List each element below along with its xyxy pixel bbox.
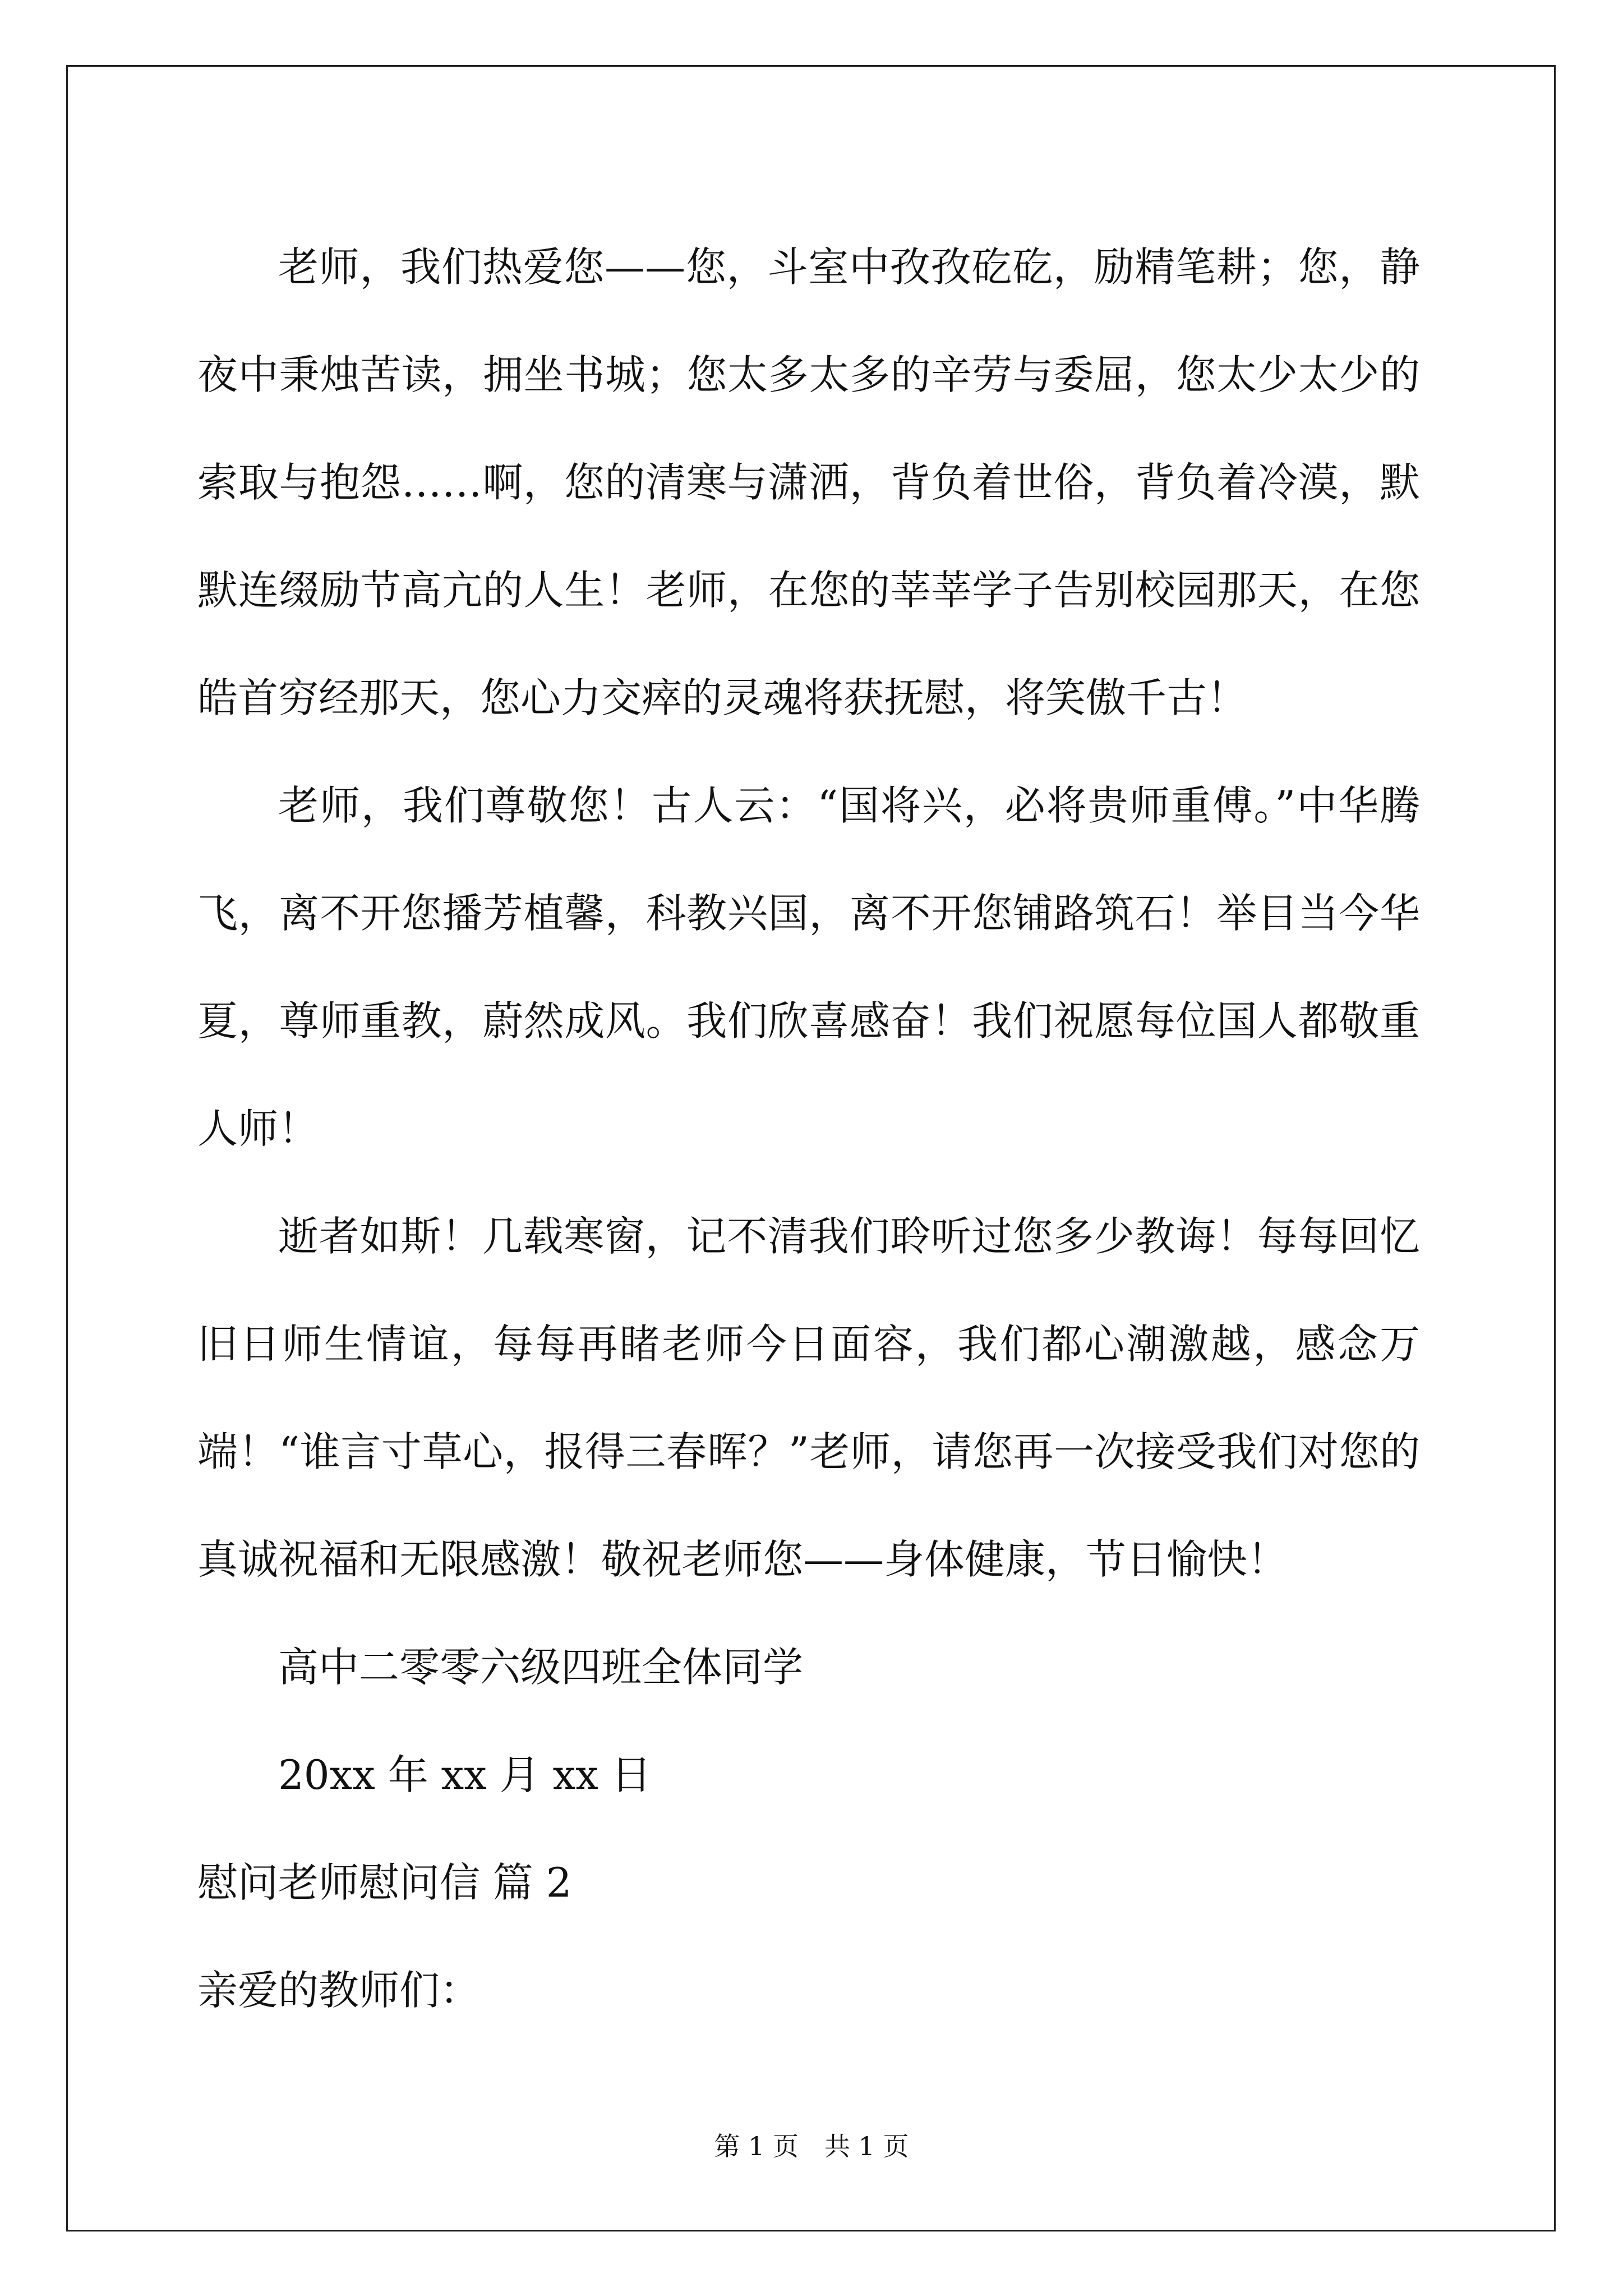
signature: 高中二零零六级四班全体同学 <box>278 1644 804 1691</box>
paragraph-1: 老师，我们热爱您——您，斗室中孜孜矻矻，励精笔耕；您，静夜中秉烛苦读，拥坐书城；您太多太多的辛劳与委屈，您太少太少的索取与抱怨……啊，您的清寒与潇洒，背负着世俗，背负着冷漠，默默连缀励节高亢的人生！老师，在您的莘莘学子告别校园那天，在您皓首穷经那天，您心力交瘁的灵魂将获抚慰，将笑傲千古！ <box>197 243 1420 721</box>
page-footer: 第 1 页 共 1 页 <box>714 2131 909 2161</box>
document-body <box>197 213 1420 2044</box>
section-title: 慰问老师慰问信 篇 2 <box>197 1859 572 1906</box>
paragraph-2: 老师，我们尊敬您！古人云：“国将兴，必将贵师重傅。”中华腾飞，离不开您播芳植馨，科教兴国，离不开您铺路筑石！举目当今华夏，尊师重教，蔚然成风。我们欣喜感奋！我们祝愿每位国人都敬重人师！ <box>197 782 1420 1152</box>
salutation: 亲爱的教师们： <box>197 1967 481 2014</box>
date: 20xx 年 xx 月 xx 日 <box>278 1751 652 1798</box>
paragraph-3: 逝者如斯！几载寒窗，记不清我们聆听过您多少教诲！每每回忆旧日师生情谊，每每再睹老师今日面容，我们都心潮激越，感念万端！“谁言寸草心，报得三春晖？”老师，请您再一次接受我们对您的真诚祝福和无限感激！敬祝老师您——身体健康，节日愉快！ <box>197 1213 1420 1583</box>
